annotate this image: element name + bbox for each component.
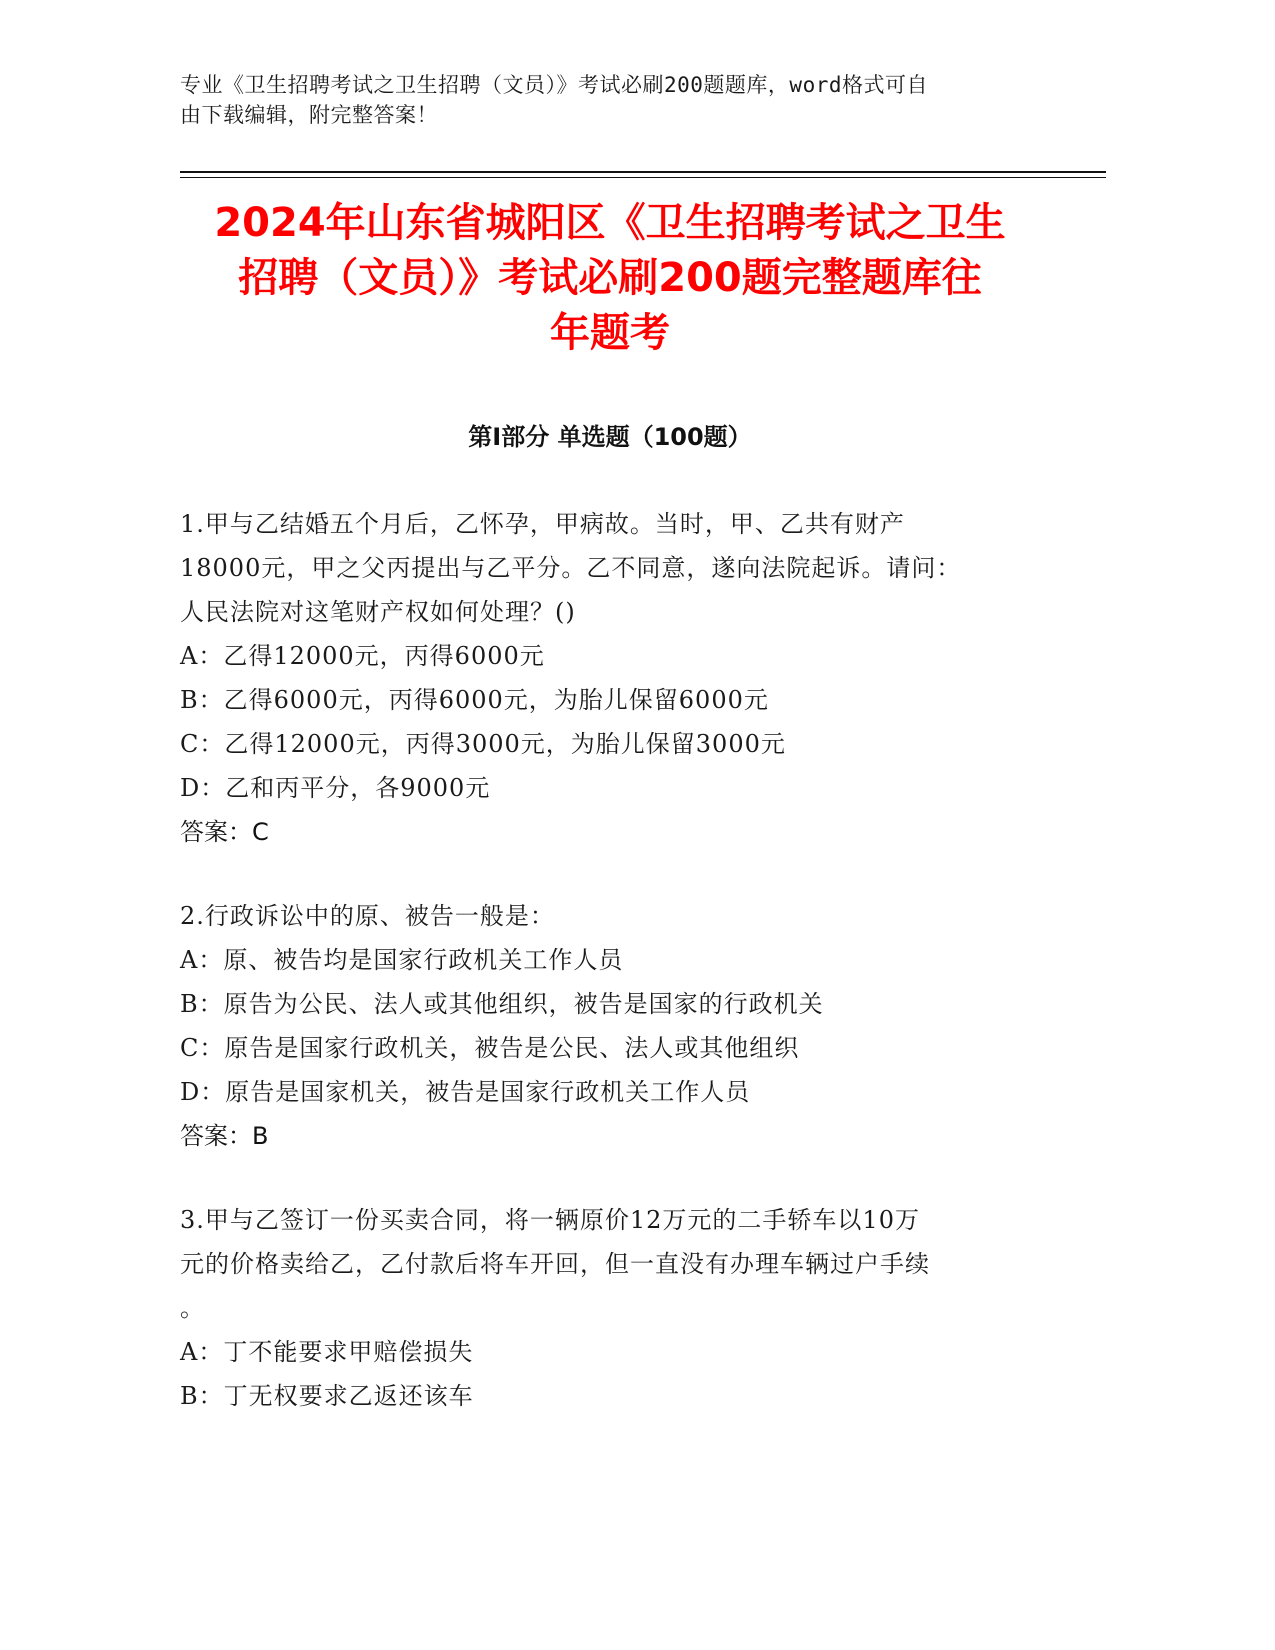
option-d: D：原告是国家机关，被告是国家行政机关工作人员 xyxy=(180,1078,751,1106)
option-c: C：乙得12000元，丙得3000元，为胎儿保留3000元 xyxy=(180,730,786,758)
question-stem xyxy=(180,894,1040,938)
header-rule-thin xyxy=(180,177,1106,178)
title-line-1: 2024年山东省城阳区《卫生招聘考试之卫生 xyxy=(214,200,1006,246)
section-heading: 第I部分 单选题（100题） xyxy=(468,423,752,451)
stem-line: 2.行政诉讼中的原、被告一般是： xyxy=(180,902,555,930)
header-rule-thick xyxy=(180,171,1106,173)
stem-line: 。 xyxy=(180,1294,205,1322)
option-d: D：乙和丙平分，各9000元 xyxy=(180,774,491,802)
title-line-2: 招聘（文员）》考试必刷200题完整题库往 xyxy=(238,255,982,301)
question-stem xyxy=(180,502,1040,634)
stem-line: 3.甲与乙签订一份买卖合同，将一辆原价12万元的二手轿车以10万 xyxy=(180,1206,920,1234)
document-title xyxy=(150,196,1070,361)
option-b: B：原告为公民、法人或其他组织，被告是国家的行政机关 xyxy=(180,990,824,1018)
title-line-3: 年题考 xyxy=(550,310,670,356)
stem-line: 1.甲与乙结婚五个月后，乙怀孕，甲病故。当时，甲、乙共有财产 xyxy=(180,510,905,538)
question-2 xyxy=(180,894,1040,1158)
question-1 xyxy=(180,502,1040,854)
option-c: C：原告是国家行政机关，被告是公民、法人或其他组织 xyxy=(180,1034,800,1062)
option-a: A：乙得12000元，丙得6000元 xyxy=(180,642,545,670)
stem-line: 18000元，甲之父丙提出与乙平分。乙不同意，遂向法院起诉。请问： xyxy=(180,554,962,582)
answer-line: 答案：B xyxy=(180,1122,269,1150)
question-3 xyxy=(180,1198,1040,1418)
document-header-note xyxy=(180,70,1040,130)
header-note-line-1: 专业《卫生招聘考试之卫生招聘（文员）》考试必刷200题题库，word格式可自 xyxy=(180,73,928,97)
option-b: B：丁无权要求乙返还该车 xyxy=(180,1382,474,1410)
stem-line: 人民法院对这笔财产权如何处理？() xyxy=(180,598,576,626)
header-note-line-2: 由下载编辑，附完整答案！ xyxy=(180,103,438,127)
stem-line: 元的价格卖给乙，乙付款后将车开回，但一直没有办理车辆过户手续 xyxy=(180,1250,930,1278)
option-a: A：原、被告均是国家行政机关工作人员 xyxy=(180,946,624,974)
option-b: B：乙得6000元，丙得6000元，为胎儿保留6000元 xyxy=(180,686,769,714)
answer-line: 答案：C xyxy=(180,818,269,846)
option-a: A：丁不能要求甲赔偿损失 xyxy=(180,1338,474,1366)
question-stem xyxy=(180,1198,1040,1330)
